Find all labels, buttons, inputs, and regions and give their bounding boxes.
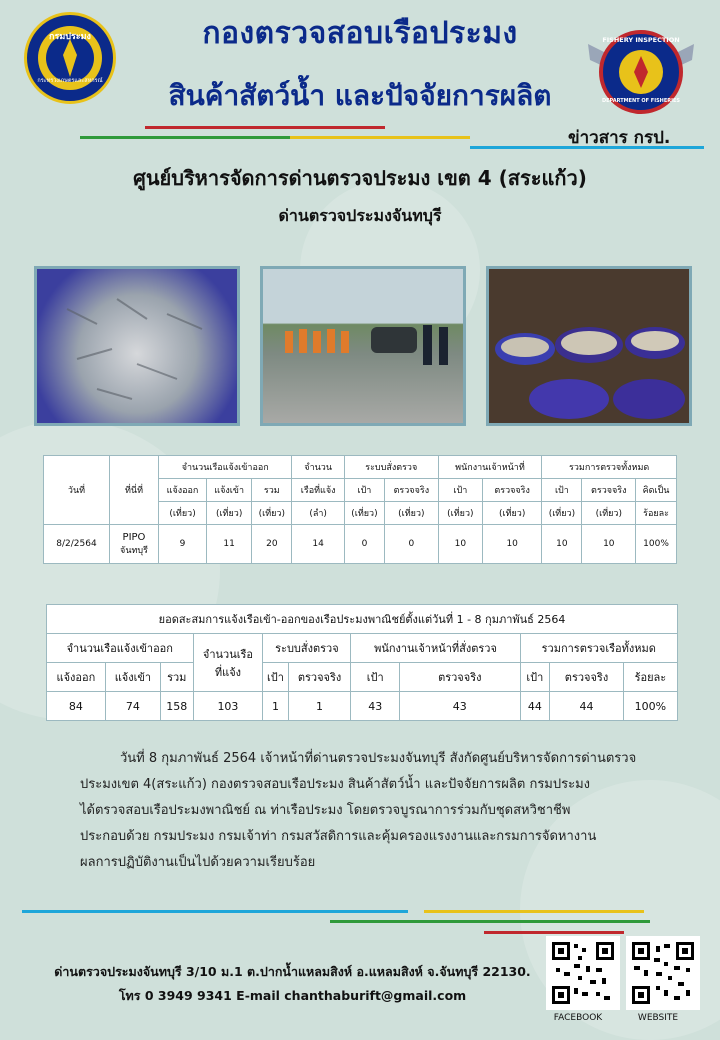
news-label: ข่าวสาร กรป.: [568, 128, 671, 148]
table-row: [44, 525, 677, 564]
logo-text: กรมประมง: [49, 32, 91, 42]
c-sub-in: แจ้งเข้า: [105, 663, 160, 692]
c-sub-tot-actual: ตรวจจริง: [550, 663, 624, 692]
main-title-line1: กองตรวจสอบเรือประมง: [202, 16, 518, 51]
header-officer: พนักงานเจ้าหน้าที่: [438, 456, 542, 479]
decor-line-red: [145, 126, 385, 129]
unit-trip: (เที่ยว): [438, 502, 482, 525]
sub-tot-target: เป้า: [542, 479, 582, 502]
c-header-count-b: ที่แจ้ง: [214, 665, 242, 679]
cell-date: 8/2/2564: [44, 525, 110, 564]
c-sub-sys-target: เป้า: [263, 663, 288, 692]
footer-contact: โทร 0 3949 9341 E-mail chanthaburift@gmail.com: [118, 988, 467, 1003]
c-cell-in: 74: [105, 692, 160, 721]
inspection-team-photo: [260, 266, 466, 426]
qr-code-icon: [552, 942, 614, 1004]
c-cell-tot-target: 44: [520, 692, 550, 721]
table-row: [47, 692, 678, 721]
sub-tot-actual: ตรวจจริง: [582, 479, 636, 502]
c-cell-boats: 103: [193, 692, 263, 721]
c-cell-out: 84: [47, 692, 106, 721]
c-cell-tot-actual: 44: [550, 692, 624, 721]
cell-boats: 14: [292, 525, 344, 564]
paragraph-line: [80, 746, 650, 772]
footer-address: ด่านตรวจประมงจันทบุรี 3/10 ม.1 ต.ปากน้ำแหลมสิงห์ อ.แหลมสิงห์ จ.จันทบุรี 22130.: [54, 964, 531, 979]
c-sub-off-target: เป้า: [351, 663, 400, 692]
qr-code-icon: [632, 942, 694, 1004]
unit-trip: (เที่ยว): [344, 502, 384, 525]
paragraph-line: ผลการปฏิบัติงานเป็นไปด้วยความเรียบร้อย: [80, 855, 316, 870]
header-system: ระบบสั่งตรวจ: [344, 456, 438, 479]
c-sub-sum: รวม: [161, 663, 194, 692]
paragraph-line: ประกอบด้วย กรมประมง กรมเจ้าท่า กรมสวัสดิการและคุ้มครองแรงงานและกรมการจัดหางาน: [80, 829, 597, 844]
sub-count: เรือที่แจ้ง: [292, 479, 344, 502]
cell-place-name: จันทบุรี: [120, 545, 148, 556]
sub-off-target: เป้า: [438, 479, 482, 502]
sub-percent-a: คิดเป็น: [636, 479, 677, 502]
c-cell-off-target: 43: [351, 692, 400, 721]
fish-baskets-photo: [486, 266, 692, 426]
c-sub-out: แจ้งออก: [47, 663, 106, 692]
fish-pile-illustration: [37, 269, 237, 423]
c-header-boats: จำนวนเรือแจ้งเข้าออก: [47, 634, 194, 663]
header-boats: จำนวนเรือแจ้งเข้าออก: [159, 456, 292, 479]
sub-sum: รวม: [252, 479, 292, 502]
sub-sys-actual: ตรวจจริง: [385, 479, 439, 502]
c-cell-sys-actual: 1: [288, 692, 351, 721]
header-date: วันที่: [44, 456, 110, 525]
daily-report-table: [43, 455, 677, 564]
badge-text-top: FISHERY INSPECTION: [602, 36, 680, 44]
cell-sum: 20: [252, 525, 292, 564]
cumulative-title: ยอดสะสมการแจ้งเรือเข้า-ออกของเรือประมงพาณิชย์ตั้งแต่วันที่ 1 - 8 กุมภาพันธ์ 2564: [47, 605, 678, 634]
cell-sys-actual: 0: [385, 525, 439, 564]
c-sub-tot-target: เป้า: [520, 663, 550, 692]
main-title-line2: สินค้าสัตว์น้ำ และปัจจัยการผลิต: [168, 79, 552, 112]
team-illustration: [263, 269, 463, 423]
website-label: WEBSITE: [637, 1013, 679, 1023]
cell-tot-target: 10: [542, 525, 582, 564]
unit-trip: (เที่ยว): [582, 502, 636, 525]
emblem-icon: [27, 15, 113, 101]
c-sub-percent: ร้อยละ: [623, 663, 677, 692]
sub-in: แจ้งเข้า: [207, 479, 252, 502]
cumulative-report-table: [46, 604, 678, 721]
decor-line-green: [330, 920, 650, 923]
report-paragraph: [80, 746, 650, 876]
cell-out: 9: [159, 525, 207, 564]
decor-line-cyan: [22, 910, 408, 913]
header-place: ที่นี่ที่: [110, 456, 159, 525]
c-header-count: [193, 634, 263, 692]
cell-place-code: PIPO: [122, 531, 146, 543]
cell-place: [110, 525, 159, 564]
badge-text-bottom: DEPARTMENT OF FISHERIES: [601, 98, 680, 104]
sub-off-actual: ตรวจจริง: [483, 479, 542, 502]
unit-trip: (เที่ยว): [385, 502, 439, 525]
center-title: ศูนย์บริหารจัดการด่านตรวจประมง เขต 4 (สระแก้ว): [133, 166, 587, 190]
facebook-label: FACEBOOK: [553, 1013, 603, 1023]
unit-boat: (ลำ): [292, 502, 344, 525]
header-count: จำนวน: [292, 456, 344, 479]
c-cell-sum: 158: [161, 692, 194, 721]
fish-catch-photo: [34, 266, 240, 426]
cell-in: 11: [207, 525, 252, 564]
c-sub-off-actual: ตรวจจริง: [400, 663, 520, 692]
cell-percent: 100%: [636, 525, 677, 564]
decor-line-green: [80, 136, 290, 139]
sub-sys-target: เป้า: [344, 479, 384, 502]
unit-trip: (เที่ยว): [207, 502, 252, 525]
decor-line-yellow: [424, 910, 644, 913]
department-of-fisheries-logo: [24, 12, 116, 104]
checkpoint-title: ด่านตรวจประมงจันทบุรี: [278, 206, 442, 225]
c-header-total: รวมการตรวจเรือทั้งหมด: [520, 634, 677, 663]
fishery-inspection-badge: [586, 22, 696, 122]
facebook-qr-code[interactable]: [546, 936, 620, 1010]
c-cell-sys-target: 1: [263, 692, 288, 721]
c-header-officer: พนักงานเจ้าหน้าที่สั่งตรวจ: [351, 634, 520, 663]
c-header-count-a: จำนวนเรือ: [202, 647, 253, 661]
website-qr-code[interactable]: [626, 936, 700, 1010]
unit-trip: (เที่ยว): [252, 502, 292, 525]
c-header-system: ระบบสั่งตรวจ: [263, 634, 351, 663]
decor-line-red: [484, 931, 624, 934]
c-sub-sys-actual: ตรวจจริง: [288, 663, 351, 692]
baskets-illustration: [489, 269, 689, 423]
sub-out: แจ้งออก: [159, 479, 207, 502]
header-total: รวมการตรวจทั้งหมด: [542, 456, 677, 479]
sub-percent-b: ร้อยละ: [636, 502, 677, 525]
unit-trip: (เที่ยว): [159, 502, 207, 525]
decor-line-yellow: [290, 136, 470, 139]
logo-caption: กระทรวงเกษตรและสหกรณ์: [37, 78, 103, 84]
cell-off-target: 10: [438, 525, 482, 564]
paragraph-line: ได้ตรวจสอบเรือประมงพาณิชย์ ณ ท่าเรือประมง โดยตรวจบูรณาการร่วมกับชุดสหวิชาชีพ: [80, 803, 571, 818]
cell-sys-target: 0: [344, 525, 384, 564]
unit-trip: (เที่ยว): [483, 502, 542, 525]
unit-trip: (เที่ยว): [542, 502, 582, 525]
c-cell-off-actual: 43: [400, 692, 520, 721]
c-cell-percent: 100%: [623, 692, 677, 721]
paragraph-line: ประมงเขต 4(สระแก้ว) กองตรวจสอบเรือประมง สินค้าสัตว์น้ำ และปัจจัยการผลิต กรมประมง: [80, 777, 591, 792]
cell-off-actual: 10: [483, 525, 542, 564]
cell-tot-actual: 10: [582, 525, 636, 564]
paragraph-line-text: วันที่ 8 กุมภาพันธ์ 2564 เจ้าหน้าที่ด่านตรวจประมงจันทบุรี สังกัดศูนย์บริหารจัดการด่านตรวจ: [120, 751, 637, 766]
